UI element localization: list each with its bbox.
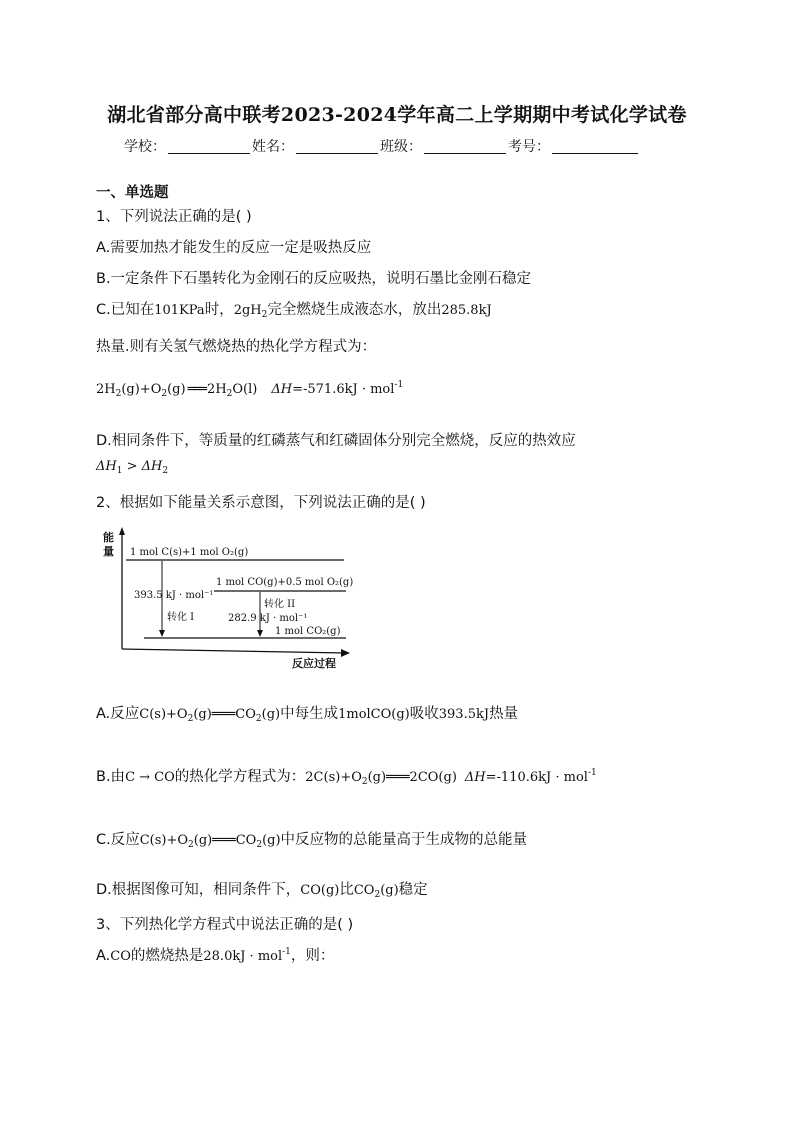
class-field[interactable] bbox=[424, 139, 506, 154]
student-info-line bbox=[124, 136, 640, 156]
q1-option-c bbox=[96, 298, 492, 320]
energy-diagram bbox=[100, 525, 362, 671]
q1c-text1: C.已知在 bbox=[96, 302, 155, 318]
q1c-heat: 285.8kJ bbox=[441, 303, 492, 318]
q1-stem: 1、下列说法正确的是( ) bbox=[96, 209, 252, 225]
x-axis-label: 反应过程 bbox=[292, 657, 336, 670]
q1-option-b: B.一定条件下石墨转化为金刚石的反应吸热，说明石墨比金刚石稳定 bbox=[96, 271, 532, 287]
q3-stem: 3、下列热化学方程式中说法正确的是( ) bbox=[96, 917, 354, 933]
q2-option-a: A.反应$C(s)+O_2(g)═══CO_2(g)$中每生成1molCO(g)吸收393.5kJ热量 bbox=[96, 706, 519, 724]
exam-number-label: 考号： bbox=[508, 139, 550, 155]
y-axis-label-1: 能 bbox=[103, 531, 114, 544]
y-axis-label-2: 量 bbox=[103, 545, 114, 558]
section-heading: 一、单选题 bbox=[96, 185, 169, 201]
exam-title: 湖北省部分高中联考2023-2024学年高二上学期期中考试化学试卷 bbox=[107, 104, 687, 126]
class-label: 班级： bbox=[380, 139, 422, 155]
q2-option-c: C.反应$C(s)+O_2(g)═══CO_2(g)$中反应物的总能量高于生成物的总能量 bbox=[96, 832, 528, 850]
conversion-2-label: 转化 II bbox=[264, 599, 296, 610]
energy-2-label: 282.9 kJ · mol⁻¹ bbox=[228, 613, 308, 624]
q1c-mass: $2gH_2$ bbox=[233, 303, 268, 320]
level-bottom-label: 1 mol CO₂(g) bbox=[275, 626, 341, 637]
q2-stem: 2、根据如下能量关系示意图，下列说法正确的是( ) bbox=[96, 495, 426, 511]
q1-option-d-math: $\Delta H_1 > \Delta H_2$ bbox=[96, 459, 169, 476]
q1-equation: $2H_2(g)+O_2(g)$ ═══ $2H_2O(l) \Delta H=-571.6kJ \cdot mol^{-1}$ bbox=[96, 380, 404, 399]
energy-1-label: 393.5 kJ · mol⁻¹ bbox=[134, 590, 214, 601]
level-top-label: 1 mol C(s)+1 mol O₂(g) bbox=[130, 547, 249, 558]
q1c-pressure: 101KPa bbox=[154, 303, 205, 318]
school-field[interactable] bbox=[168, 139, 250, 154]
exam-number-field[interactable] bbox=[552, 139, 638, 154]
name-label: 姓名： bbox=[252, 139, 294, 155]
q1c-text2: 时， bbox=[204, 302, 234, 318]
q1-option-a: A.需要加热才能发生的反应一定是吸热反应 bbox=[96, 240, 372, 256]
q1-option-d: D.相同条件下，等质量的红磷蒸气和红磷固体分别完全燃烧，反应的热效应 bbox=[96, 433, 576, 449]
name-field[interactable] bbox=[296, 139, 378, 154]
q3-option-a: A.CO的燃烧热是28.0kJ · mol$^{-1}$，则： bbox=[96, 947, 335, 964]
conversion-1-label: 转化 I bbox=[167, 612, 195, 623]
level-mid-label: 1 mol CO(g)+0.5 mol O₂(g) bbox=[216, 577, 354, 588]
q1-option-c-line2: 热量.则有关氢气燃烧热的热化学方程式为： bbox=[96, 339, 377, 355]
school-label: 学校： bbox=[124, 139, 166, 155]
q2-option-d: D.根据图像可知，相同条件下，CO(g)比$CO_2(g)$稳定 bbox=[96, 882, 428, 900]
q1c-text3: 完全燃烧生成液态水，放出 bbox=[267, 302, 442, 318]
q2-option-b: B.由C → CO的热化学方程式为：$2C(s)+O_2(g)═══2CO(g) \Delta H=-110.6kJ \cdot mol^{-1}$ bbox=[96, 768, 597, 787]
